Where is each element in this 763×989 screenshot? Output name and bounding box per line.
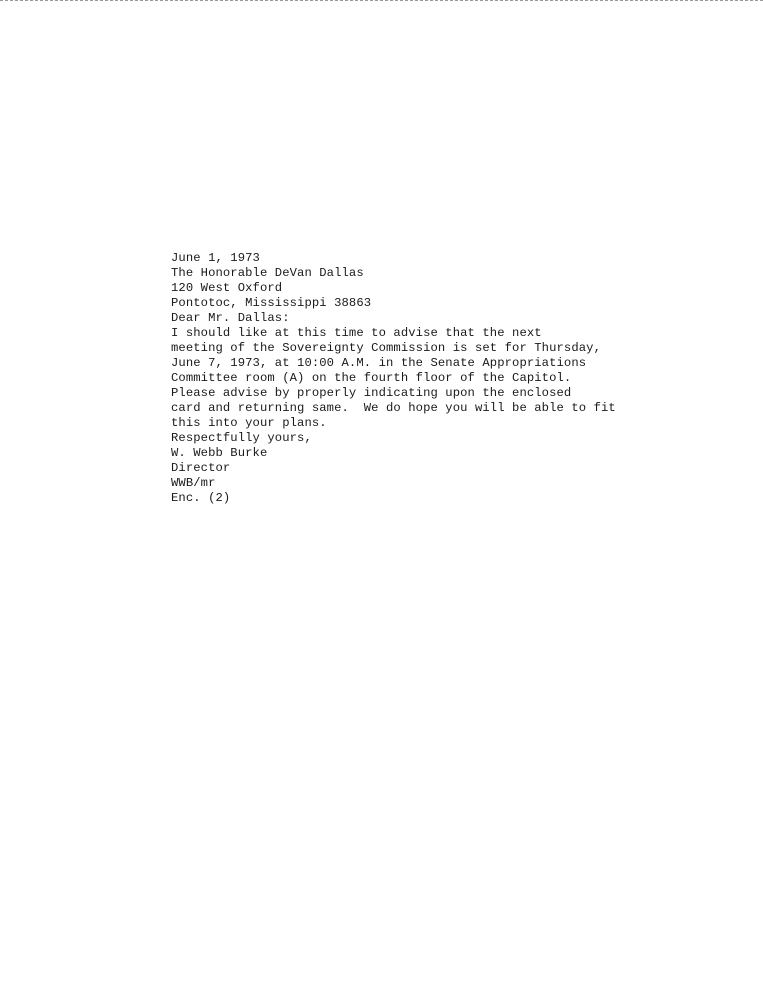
recipient-address bbox=[171, 266, 631, 311]
paragraph-line: June 7, 1973, at 10:00 A.M. in the Senate Appropriations bbox=[171, 356, 587, 370]
page-top-border bbox=[0, 0, 763, 1]
closing-text: Respectfully yours, bbox=[171, 431, 312, 445]
letter-body bbox=[171, 251, 631, 506]
salutation bbox=[171, 311, 631, 326]
paragraph-line: this into your plans. bbox=[171, 416, 327, 430]
complimentary-close bbox=[171, 431, 631, 446]
paragraph-request bbox=[171, 386, 631, 431]
initials-text: WWB/mr bbox=[171, 476, 216, 490]
address-line: The Honorable DeVan Dallas bbox=[171, 266, 364, 280]
address-line: 120 West Oxford bbox=[171, 281, 283, 295]
paragraph-line: I should like at this time to advise that the next bbox=[171, 326, 542, 340]
letter-date bbox=[171, 251, 631, 266]
enclosure-text: Enc. (2) bbox=[171, 491, 231, 505]
enclosure-note bbox=[171, 491, 631, 506]
paragraph-line: Committee room (A) on the fourth floor of the Capitol. bbox=[171, 371, 572, 385]
address-line: Pontotoc, Mississippi 38863 bbox=[171, 296, 372, 310]
reference-initials bbox=[171, 476, 631, 491]
paragraph-line: meeting of the Sovereignty Commission is set for Thursday, bbox=[171, 341, 601, 355]
paragraph-line: Please advise by properly indicating upon the enclosed bbox=[171, 386, 572, 400]
salutation-text: Dear Mr. Dallas: bbox=[171, 311, 290, 325]
signer-name: W. Webb Burke bbox=[171, 446, 268, 460]
signer-title: Director bbox=[171, 461, 231, 475]
paragraph-line: card and returning same. We do hope you will be able to fit bbox=[171, 401, 616, 415]
signature-block bbox=[171, 446, 631, 476]
paragraph-meeting bbox=[171, 326, 631, 386]
date-text: June 1, 1973 bbox=[171, 251, 260, 265]
